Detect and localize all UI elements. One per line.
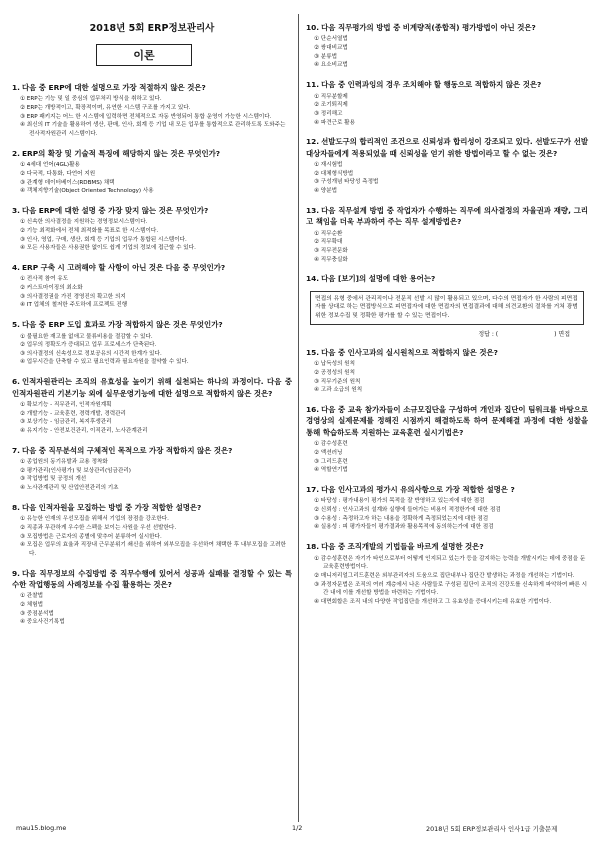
answer-option: ④ 유지기능 - 안전보건관리, 이직관리, 노사관계관리 [20, 428, 148, 435]
question-text: 다음 직무평가의 방법 중 비계량적(종합적) 평가방법이 아닌 것은? [321, 23, 536, 32]
answer-option: ④ 고과 소급의 원칙 [314, 387, 363, 394]
question-item [12, 262, 292, 310]
answer-option: ① 종업원의 동기유발과 교용 정착화 [20, 459, 108, 466]
answer-option: ④ 실용성 : 피 평가자들이 평가결과와 활용목적에 동의하는가에 대한 점검 [314, 524, 494, 531]
option-list [20, 458, 292, 493]
answer-option: ① 감수성훈련은 자기가 타인으로부터 어떻게 인지되고 있는가 등을 감지하는 능력을 개발시키는 데에 중점을 둔 교육훈련방법이다. [314, 555, 586, 571]
left-question-list [12, 82, 292, 627]
question-text: 다음 인적자원을 모집하는 방법 중 가장 적합한 설명은? [21, 502, 202, 512]
answer-option: ① 재시험법 [314, 162, 343, 169]
question-stem [306, 484, 588, 495]
question-item [12, 502, 292, 559]
answer-option: ① ERP는 기능 및 일 중심의 업무처리 방식을 취하고 있다. [20, 96, 162, 103]
question-text: 다음 중 인력과잉의 경우 조치해야 할 행동으로 적합하지 않은 것은? [321, 80, 542, 90]
answer-option: ④ IT 업체의 철저한 주도하에 프로젝트 진행 [20, 302, 128, 309]
answer-option: ② 직종과 무관하게 우수한 스펙을 보이는 사원을 우선 선발한다. [20, 524, 177, 531]
answer-option: ② 직무확대 [314, 239, 343, 246]
question-number: 9. [12, 568, 20, 578]
answer-option: ② 쌍대비교법 [314, 45, 348, 52]
question-stem [306, 541, 588, 552]
answer-option: ③ 구성개념 타당성 측정법 [314, 179, 379, 186]
question-text: 인적자원관리는 조직의 유효성을 높이기 위해 실천되는 하나의 과정이다. 다음 중 인적자원관리 기본기능 외에 실무운영기능에 대한 설명으로 적합하지 않은 것은? [12, 377, 292, 398]
answer-open-paren: ( [495, 330, 499, 338]
answer-option: ② 다국적, 다통화, 다언어 지원 [20, 170, 96, 177]
answer-option: ④ 객체지향기술(Object Oriented Technology) 사용 [20, 188, 154, 195]
option-list [20, 161, 292, 196]
answer-option: ② 액션러닝 [314, 450, 343, 456]
answer-option: ② 조기퇴직제 [314, 102, 348, 109]
option-list [20, 218, 292, 253]
option-list [20, 333, 292, 368]
answer-option: ④ 파견근로 활용 [314, 119, 355, 126]
question-text: 다음 중 ERP 도입 효과로 가장 적합하지 않은 것은 무엇인가? [21, 320, 223, 330]
answer-option: ③ 분류법 [314, 53, 338, 60]
section-label-box: 이론 [96, 44, 192, 66]
option-list [314, 35, 588, 70]
question-stem [306, 136, 588, 159]
answer-option: ③ 중점분석법 [20, 610, 54, 617]
answer-option: ① 전사적 참여 유도 [20, 276, 69, 283]
answer-line [306, 329, 588, 338]
question-number: 6. [12, 377, 20, 387]
question-number: 10. [306, 23, 320, 32]
option-list [314, 93, 588, 128]
question-number: 4. [12, 262, 20, 272]
question-stem [12, 376, 292, 399]
question-text: 다음 직무정보의 수집방법 중 직무수행에 있어서 성공과 실패를 결정할 수 있는 특수한 작업행동의 사례정보를 수집 활용하는 것은? [12, 568, 292, 589]
answer-option: ③ 수용성 : 측정하고자 하는 내용을 정확하게 측정되었는지에 대한 점검 [314, 515, 489, 522]
answer-option: ② 공정성의 원칙 [314, 369, 355, 376]
question-item [12, 319, 292, 367]
option-list [314, 230, 588, 265]
question-item [306, 205, 588, 265]
question-text: 다음 인사고과의 평가시 유의사항으로 가장 적합한 설명은 ? [321, 484, 515, 494]
footer-exam-name: 2018년 5회 ERP정보관리사 인사1급 기출문제 [426, 825, 558, 833]
question-number: 15. [306, 347, 320, 357]
option-list [314, 360, 588, 395]
answer-option: ④ 최신의 IT 기술을 활용하여 생산, 판매, 인사, 회계 등 기업 내 모든 업무를 통합적으로 관리하도록 도와주는 전사적자원관리 시스템이다. [20, 122, 286, 138]
question-item [306, 22, 588, 70]
question-stem [12, 502, 292, 513]
question-item [306, 136, 588, 196]
option-list [20, 592, 292, 627]
answer-option: ③ 작업방법 및 공정의 개선 [20, 476, 87, 483]
question-number: 7. [12, 445, 20, 455]
right-column [306, 22, 588, 615]
question-item [12, 445, 292, 493]
question-text: ERP의 확장 및 기술적 특징에 해당하지 않는 것은 무엇인가? [21, 148, 221, 158]
answer-option: ④ 모든 사용자들은 사용권한 없이도 쉽게 기업의 정보에 접근할 수 있다. [20, 245, 196, 252]
answer-option: ③ ERP 패키지는 어느 한 시스템에 입력하면 전체적으로 자동 반영되어 통합 운영이 가능한 시스템이다. [20, 113, 272, 120]
answer-option: ③ 관계형 데이터베이스(RDBMS) 채택 [20, 179, 115, 186]
question-item [12, 82, 292, 139]
answer-option: ③ 과정자문법은 조직의 여러 계층에서 나온 사람들로 구성된 집단이 조직의 건강도를 신속하게 파악하여 빠른 시간 내에 이를 개선할 방법을 마련하는 기법이다. [314, 581, 588, 597]
question-item [12, 148, 292, 196]
question-number: 11. [306, 80, 320, 90]
answer-option: ④ 노사관계관리 및 산업안전관리의 기초 [20, 485, 119, 492]
answer-option: ④ 중요사건기록법 [20, 619, 65, 626]
answer-suffix: 면접 [558, 330, 570, 338]
answer-option: ② 평가관리(인사평가) 및 보상관리(임금관리) [20, 467, 131, 474]
option-list [20, 275, 292, 310]
option-list [314, 497, 588, 532]
question-text: 다음 [보기]의 설명에 대한 용어는? [321, 274, 436, 284]
question-number: 8. [12, 502, 20, 512]
answer-option: ④ 양분법 [314, 188, 338, 195]
question-text: 다음 중 교육 참가자들이 소규모집단을 구성하여 개인과 집단이 팀워크를 바탕으로 경영상의 실제문제를 정해진 시점까지 해결하도록 하여 문제해결 과정에 대한 성찰을 통해 학습하도록 지원하는 교육훈련 실시기법은? [306, 404, 588, 437]
answer-option: ① 납득성의 원칙 [314, 361, 355, 368]
answer-option: ② 체험법 [20, 602, 44, 609]
answer-option: ① 단순서열법 [314, 36, 348, 43]
question-stem [12, 148, 292, 159]
answer-option: ④ 역할연기법 [314, 467, 348, 474]
right-question-list [306, 22, 588, 606]
option-list [20, 95, 292, 138]
answer-option: ④ 대면회합은 조직 내의 다양한 작업집단을 개선하고 그 유효성을 증대시키는데 유효한 기법이다. [314, 598, 552, 605]
question-item [306, 541, 588, 606]
answer-option: ④ 직무충실화 [314, 256, 348, 263]
answer-option: ① 유능한 인재의 우선모집을 위해서 기업의 장점을 강조한다. [20, 516, 169, 523]
question-number: 1. [12, 83, 20, 92]
footer-page-number: 1/2 [292, 824, 303, 832]
answer-option: ③ 직무전문화 [314, 248, 348, 254]
answer-option: ③ 의사결정의 신속성으로 정보공유의 시간적 한계가 있다. [20, 350, 162, 357]
answer-option: ③ 보상기능 - 임금관리, 복지후생관리 [20, 419, 112, 426]
answer-option: ② 대체형식방법 [314, 170, 354, 177]
answer-option: ③ 직무기준의 원칙 [314, 378, 361, 385]
question-item [306, 347, 588, 395]
option-list [20, 515, 292, 558]
answer-option: ② 매니저리얼그리드훈련은 외부관리자의 도움으로 집단내부나 집단간 발생하는 과정을 개선하는 기법이다. [314, 572, 575, 579]
footer-blog: mau15.blog.me [16, 824, 67, 832]
question-item [12, 568, 292, 628]
answer-option: ② 개발기능 - 교육훈련, 경력개발, 경력관리 [20, 410, 126, 417]
answer-option: ① 직무분할제 [314, 93, 348, 100]
question-text: 다음 중 인사고과의 실시원칙으로 적합하지 않은 것은? [321, 347, 498, 357]
question-item [306, 79, 588, 127]
answer-close-paren: ) [554, 330, 557, 338]
question-stem [12, 262, 292, 273]
question-number: 13. [306, 205, 320, 215]
question-stem [306, 273, 588, 284]
question-item [12, 376, 292, 436]
question-stem [306, 347, 588, 358]
answer-option: ④ 업무시간을 단축할 수 있고 필요인력과 필요자원을 절약할 수 있다. [20, 359, 189, 366]
answer-option: ① 감수성훈련 [314, 441, 348, 448]
question-text: 다음 ERP에 대한 설명 중 가장 맞지 않는 것은 무엇인가? [21, 205, 209, 215]
question-item [12, 205, 292, 253]
question-number: 17. [306, 484, 320, 494]
answer-option: ① 직무순환 [314, 230, 343, 237]
question-stem [12, 568, 292, 591]
answer-option: ③ 인사, 영업, 구매, 생산, 회계 등 기업의 업무가 통합된 시스템이다. [20, 236, 187, 243]
question-number: 18. [306, 542, 320, 552]
answer-option: ③ 그리드훈련 [314, 458, 348, 465]
answer-option: ④ 요소비교법 [314, 62, 348, 69]
answer-option: ② 커스트마이징의 최소화 [20, 285, 83, 292]
question-item [306, 404, 588, 475]
question-number: 3. [12, 205, 20, 215]
answer-option: ④ 모집은 업무의 효율과 직장내 근무분위기 쇄신을 위하여 외부모집을 우선하여 채택한 후 내부모집을 고려한다. [20, 542, 286, 557]
question-stem [306, 205, 588, 228]
answer-option: ③ 모집방법은 근로자의 종별에 맞추어 분류하여 실시한다. [20, 533, 162, 540]
question-text: ERP 구축 시 고려해야 할 사항이 아닌 것은 다음 중 무엇인가? [21, 262, 226, 272]
question-text: 다음 중 ERP에 대한 설명으로 가장 적절하지 않은 것은? [21, 83, 206, 92]
question-stem [12, 445, 292, 456]
question-text: 선발도구의 합리적인 조건으로 신뢰성과 합리성이 강조되고 있다. 선발도구가 선발대상자들에게 적용되었을 때 신뢰성을 얻기 위한 방법이라고 할 수 없는 것은? [306, 137, 588, 158]
question-number: 5. [12, 320, 20, 330]
option-list [314, 161, 588, 196]
option-list [20, 401, 292, 436]
question-text: 다음 중 조직개발의 기법들을 바르게 설명한 것은? [321, 542, 484, 552]
answer-option: ② 기능 최적화에서 전체 최적화를 목표로 한 시스템이다. [20, 227, 159, 234]
question-stem [306, 79, 588, 90]
question-number: 2. [12, 148, 20, 158]
left-column [12, 14, 292, 636]
question-item [306, 273, 588, 338]
answer-option: ② 업무의 정확도가 증대되고 업무 프로세스가 단축된다. [20, 342, 157, 349]
question-number: 12. [306, 137, 320, 147]
question-stem [12, 205, 292, 216]
question-text: 다음 중 직무분석의 구체적인 목적으로 가장 적합하지 않은 것은? [21, 445, 233, 455]
question-number: 14. [306, 274, 320, 284]
option-list [314, 440, 588, 475]
answer-option: ① 확보기능 - 직무관리, 인적자원계획 [20, 402, 112, 409]
answer-option: ① 관찰법 [20, 593, 44, 600]
example-box: 면접의 유형 중에서 관리직이나 전문직 선발 시 많이 활용되고 있으며, 다수의 면접자가 한 사람의 피면접자를 상대로 하는 면접방식으로 피면접자에 대한 면접자의 면접결과에 대해 의견교환의 절차를 거쳐 광범위한 정보수집 및 정확한 평가를 할 수 있는 면접이다. [310, 291, 584, 325]
answer-option: ② 신뢰성 : 인사고과의 설계와 실행에 들어가는 비용이 적정한가에 대한 점검 [314, 507, 501, 514]
answer-option: ② ERP는 개방적이고, 확장적이며, 유연한 시스템 구조를 가지고 있다. [20, 105, 191, 112]
question-number: 16. [306, 404, 320, 414]
answer-label: 정답 : [478, 330, 494, 338]
answer-option: ③ 정리해고 [314, 110, 343, 117]
answer-option: ① 4세대 언어(4GL)활용 [20, 162, 80, 169]
answer-option: ① 타당성 : 평가내용이 평가의 목적을 잘 반영하고 있는지에 대한 점검 [314, 498, 485, 505]
option-list [314, 555, 588, 607]
question-stem [12, 319, 292, 330]
column-divider [298, 14, 299, 822]
question-stem [306, 404, 588, 438]
answer-option: ③ 의사결정권을 가진 경영진의 확고한 의지 [20, 293, 126, 300]
answer-option: ① 신속한 의사결정을 지원하는 경영정보시스템이다. [20, 219, 148, 226]
question-text: 다음 직무설계 방법 중 작업자가 수행하는 직무에 의사결정의 자율권과 재량, 그리고 책임을 더욱 부과하여 주는 직무 설계방법은? [306, 205, 588, 227]
answer-option: ① 불필요한 재고를 없애고 물류비용을 절감할 수 있다. [20, 333, 153, 340]
page-title: 2018년 5회 ERP정보관리사 [89, 23, 215, 34]
question-item [306, 484, 588, 532]
question-stem [306, 22, 588, 33]
question-stem [12, 82, 292, 93]
